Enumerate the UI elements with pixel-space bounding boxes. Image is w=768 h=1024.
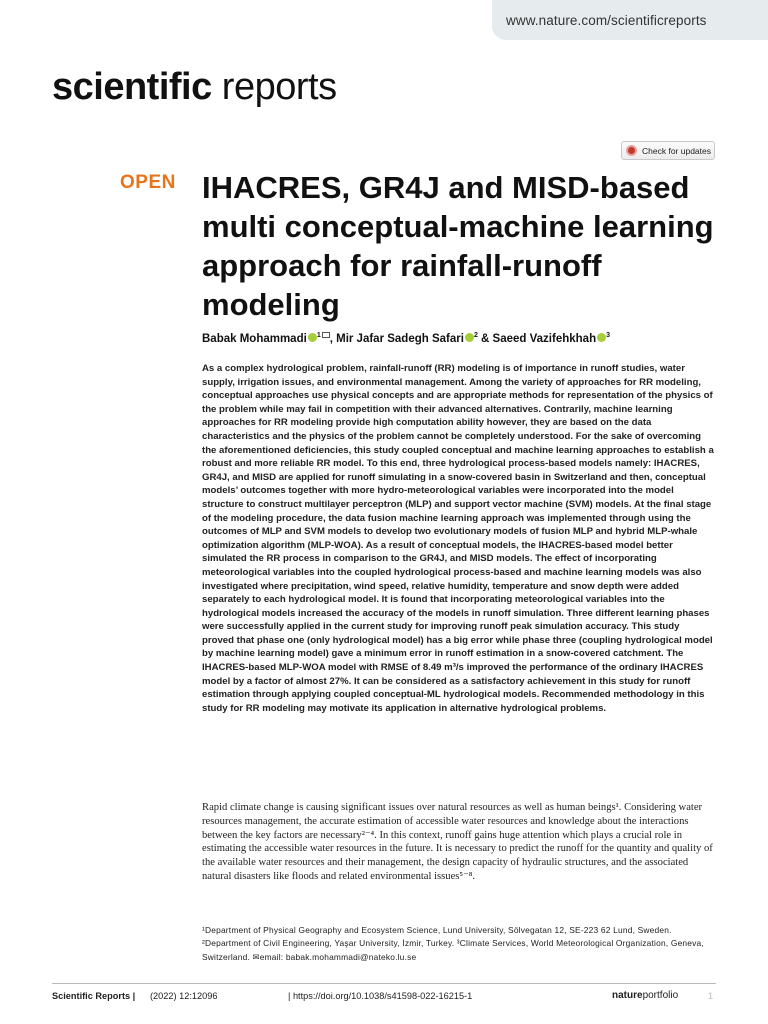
- author-name[interactable]: Mir Jafar Sadegh Safari: [336, 333, 464, 345]
- page-number: 1: [708, 991, 714, 1001]
- author-name[interactable]: Babak Mohammadi: [202, 333, 307, 345]
- article-title: IHACRES, GR4J and MISD-based multi conceptual-machine learning approach for rainfall-runoff modeling: [202, 170, 714, 322]
- author-separator: ,: [329, 333, 337, 345]
- check-for-updates-label: Check for updates: [642, 145, 711, 156]
- footer-journal: Scientific Reports |: [52, 991, 136, 1001]
- journal-logo-rest: reports: [221, 66, 337, 108]
- abstract: As a complex hydrological problem, rainfall-runoff (RR) modeling is of importance in runoff studies, water supply, irrigation issues, and environmental management. Among the variety of approaches for RR modeling, conceptual approaches use physical concepts and are appropriate methods for representation of the physics of the problem while may fail in competition with their advanced alternatives. Contrarily, machine learning approaches for RR modeling provide high computation ability however, they are based on the data characteristics and the physics of the problem cannot be completely understood. For the sake of overcoming the aforementioned deficiencies, this study coupled conceptual and machine learning approaches to establish a robust and more reliable RR model. To this end, three hydrological process-based models namely: IHACRES, GR4J, and MISD are applied for runoff simulating in a snow-covered basin in Switzerland and then, conceptual models’ outcomes together with more hydro-meteorological variables were incorporated into the model structure to construct multilayer perceptron (MLP) and support vector machine (SVM) models. At the final stage of the modeling procedure, the data fusion machine learning approach was implemented through using the outcomes of MLP and SVM models to develop two evolutionary models of fusion MLP and hybrid MLP-whale optimization algorithm (MLP-WOA). As a result of conceptual models, the IHACRES-based model better simulated the RR process in comparison to the GR4J, and MISD models. The effect of incorporating meteorological variables into the coupled hydrological process-based and machine learning models was also investigated where precipitation, wind speed, relative humidity, temperature and snow depth were added separately to each hydrological model. It is found that incorporating meteorological variables into the hydrological models increased the accuracy of the models in runoff simulation. Three different learning phases were successfully applied in the current study for improving runoff peak simulation accuracy. This study proved that phase one (only hydrological model) has a big error while phase three (coupling hydrological model by machine learning model) gave a minimum error in runoff estimation in a snow-covered catchment. The IHACRES-based MLP-WOA model with RMSE of 8.49 m³/s improved the performance of the ordinary IHACRES model by a factor of almost 27%. It can be considered as a satisfactory achievement in this study for runoff estimation through applying coupled conceptual-ML hydrological models. Recommended methodology in this study for RR modeling may motivate its application in alternative hydrological problems.: [202, 363, 714, 714]
- brand-rest: portfolio: [642, 990, 679, 1001]
- open-access-label: OPEN: [120, 172, 176, 193]
- nature-portfolio-logo: [612, 990, 678, 1001]
- orcid-icon[interactable]: [465, 333, 474, 342]
- author-separator: &: [477, 333, 493, 345]
- author-list: [202, 332, 742, 345]
- author-affiliation: 3: [606, 332, 610, 339]
- check-for-updates-button[interactable]: [621, 141, 715, 160]
- author-affiliation: 2: [473, 332, 478, 339]
- affiliations: ¹Department of Physical Geography and Ecosystem Science, Lund University, Sölvegatan 12, SE-223 62 Lund, Sweden. ²Department of Civil Engineering, Yaşar University, İzmir, Turkey. ³Climate Services, World Meteorological Organization, Geneva, Switzerland. ✉email: babak.mohammadi@nateko.lu.se: [202, 925, 704, 962]
- brand-bold: nature: [612, 990, 643, 1001]
- orcid-icon[interactable]: [597, 333, 606, 342]
- crossmark-icon: [626, 145, 637, 156]
- footer-divider: [52, 983, 716, 984]
- footer-volume: (2022) 12:12096: [150, 991, 218, 1001]
- page-footer: [52, 991, 716, 1005]
- author-name[interactable]: Saeed Vazifehkhah: [492, 333, 597, 345]
- envelope-icon[interactable]: [322, 332, 330, 338]
- journal-logo: [52, 66, 337, 109]
- introduction-paragraph: Rapid climate change is causing significant issues over natural resources as well as human beings¹. Considering water resources management, the accurate estimation of accessible water resources and knowledge about the interactions between the key factors are necessary²⁻⁴. In this context, runoff gains huge attention which plays a crucial role in estimating the accessible water resources in the future. It is necessary to predict the runoff for the quantity and quality of the available water resources and their management, the design capacity of hydraulic structures, and the associated natural disasters like floods and related environmental issues⁵⁻⁸.: [202, 802, 713, 882]
- footer-doi-link[interactable]: | https://doi.org/10.1038/s41598-022-16215-1: [288, 991, 473, 1001]
- journal-logo-bold: scientific: [52, 66, 212, 108]
- author-affiliation: 1: [316, 332, 321, 339]
- journal-url[interactable]: www.nature.com/scientificreports: [506, 13, 707, 28]
- url-bar: [492, 0, 768, 40]
- orcid-icon[interactable]: [308, 333, 317, 342]
